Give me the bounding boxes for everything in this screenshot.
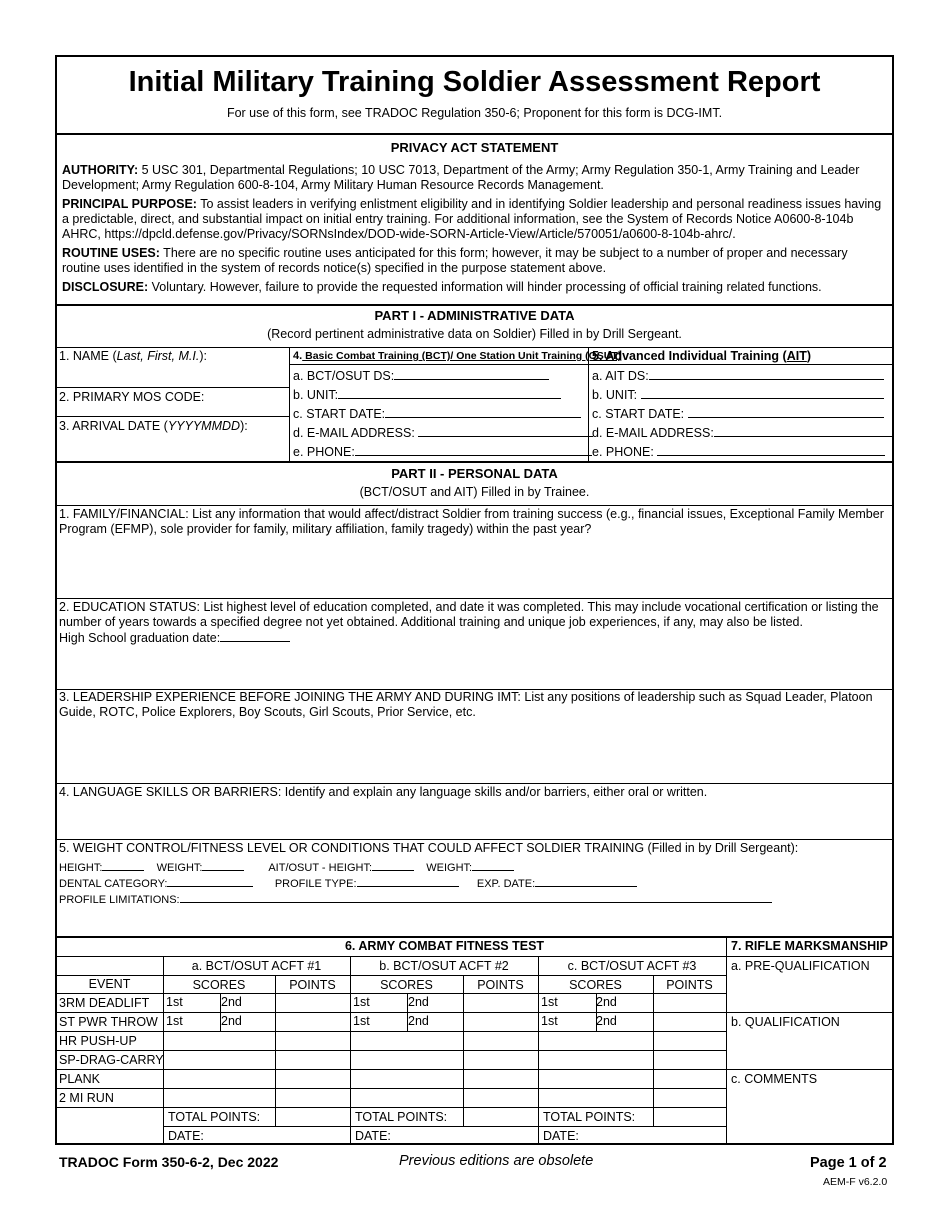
score-input[interactable] <box>538 1089 653 1107</box>
points-input[interactable] <box>275 1013 350 1031</box>
graduation-date-label: High School graduation date: <box>59 630 290 646</box>
acft-date-label: DATE: <box>543 1129 579 1143</box>
acft-event-label: HR PUSH-UP <box>59 1034 137 1048</box>
points-input[interactable] <box>653 1013 726 1031</box>
second-attempt-label: 2nd <box>221 995 242 1009</box>
first-attempt-label: 1st <box>353 1014 370 1028</box>
ait-field-label: a. AIT DS: <box>592 369 649 383</box>
profile-limitations-row: PROFILE LIMITATIONS: <box>59 891 772 907</box>
points-input[interactable] <box>463 994 538 1012</box>
score-input[interactable] <box>163 1013 275 1031</box>
second-attempt-label: 2nd <box>408 1014 429 1028</box>
acft-heading: 6. ARMY COMBAT FITNESS TEST <box>344 939 545 953</box>
language-question: 4. LANGUAGE SKILLS OR BARRIERS: Identify and explain any language skills and/or barriers, either oral or written. <box>59 785 708 799</box>
obsolete-notice: Previous editions are obsolete <box>399 1153 594 1169</box>
acft-test-header: c. BCT/OSUT ACFT #3 <box>567 959 697 973</box>
second-attempt-label: 2nd <box>221 1014 242 1028</box>
form-id: TRADOC Form 350-6-2, Dec 2022 <box>59 1154 279 1170</box>
form-subtitle: For use of this form, see TRADOC Regulation 350-6; Proponent for this form is DCG-IMT. <box>226 106 723 120</box>
bct-field-label: a. BCT/OSUT DS: <box>293 369 395 383</box>
privacy-routine-uses: ROUTINE USES: There are no specific routine uses anticipated for this form; however, it may be subject to a number of proper and necessary routine uses identified in the system of records notice(s) specified in the purpose statement above. <box>62 246 848 275</box>
dental-profile-row: DENTAL CATEGORY: PROFILE TYPE: EXP. DATE: <box>59 875 637 891</box>
second-attempt-label: 2nd <box>596 995 617 1009</box>
points-input[interactable] <box>275 994 350 1012</box>
points-input[interactable] <box>463 1051 538 1069</box>
score-input[interactable] <box>538 1070 653 1088</box>
second-attempt-label: 2nd <box>408 995 429 1009</box>
first-attempt-label: 1st <box>353 995 370 1009</box>
points-input[interactable] <box>275 1051 350 1069</box>
first-attempt-label: 1st <box>541 1014 558 1028</box>
points-input[interactable] <box>653 1051 726 1069</box>
points-input[interactable] <box>275 1089 350 1107</box>
weight-fitness-question: 5. WEIGHT CONTROL/FITNESS LEVEL OR CONDITIONS THAT COULD AFFECT SOLDIER TRAINING (Filled in by Drill Sergeant): <box>59 841 799 855</box>
form-title: Initial Military Training Soldier Assessment Report <box>128 66 821 98</box>
first-attempt-label: 1st <box>166 1014 183 1028</box>
privacy-purpose: PRINCIPAL PURPOSE: To assist leaders in verifying enlistment eligibility and in identifying Soldier leadership and personal readiness issues having a predictable, direct, and substantial impact on initial entry training. For additional information, see the System of Records Notice A0600-8-104b AHRC, https://dpcld.defense.gov/Privacy/SORNsIndex/DOD-wide-SORN-Article-View/Article/570051/a0600-8-104b-ahrc/. <box>62 197 882 241</box>
points-input[interactable] <box>653 1070 726 1088</box>
points-input[interactable] <box>653 994 726 1012</box>
score-input[interactable] <box>538 1032 653 1050</box>
first-attempt-label: 1st <box>541 995 558 1009</box>
ait-field-label: b. UNIT: <box>592 388 641 402</box>
points-input[interactable] <box>463 1070 538 1088</box>
scores-column-header: SCORES <box>380 978 433 992</box>
score-input[interactable] <box>350 994 463 1012</box>
score-input[interactable] <box>163 1051 275 1069</box>
part2-heading: PART II - PERSONAL DATA <box>391 466 558 481</box>
score-input[interactable] <box>163 1070 275 1088</box>
points-input[interactable] <box>463 1089 538 1107</box>
ait-field-label: c. START DATE: <box>592 407 688 421</box>
points-input[interactable] <box>463 1032 538 1050</box>
score-input[interactable] <box>538 1013 653 1031</box>
acft-event-label: SP-DRAG-CARRY <box>59 1053 164 1067</box>
bct-field-label: d. E-MAIL ADDRESS: <box>293 426 419 440</box>
pre-qualification-label: a. PRE-QUALIFICATION <box>731 959 870 973</box>
score-input[interactable] <box>538 1051 653 1069</box>
comments-label: c. COMMENTS <box>731 1072 818 1086</box>
acft-event-label: 2 MI RUN <box>59 1091 114 1105</box>
acft-test-header: b. BCT/OSUT ACFT #2 <box>379 959 509 973</box>
scores-column-header: SCORES <box>569 978 622 992</box>
scores-column-header: SCORES <box>192 978 246 992</box>
score-input[interactable] <box>163 1032 275 1050</box>
privacy-disclosure: DISCLOSURE: Voluntary. However, failure to provide the requested information will hinder processing of official training related functions. <box>62 280 822 294</box>
qualification-label: b. QUALIFICATION <box>731 1015 840 1029</box>
ait-field-label: e. PHONE: <box>592 445 658 459</box>
points-column-header: POINTS <box>289 978 336 992</box>
acft-event-label: PLANK <box>59 1072 100 1086</box>
points-input[interactable] <box>275 1070 350 1088</box>
bct-heading: 4. Basic Combat Training (BCT)/ One Station Unit Training (OSUT) <box>293 350 622 362</box>
part2-subheading: (BCT/OSUT and AIT) Filled in by Trainee. <box>359 485 590 499</box>
acft-event-label: ST PWR THROW <box>59 1015 158 1029</box>
acft-date-label: DATE: <box>355 1129 391 1143</box>
points-column-header: POINTS <box>477 978 524 992</box>
family-financial-question: 1. FAMILY/FINANCIAL: List any information that would affect/distract Soldier from training success (e.g., financial issues, Exceptional Family Member Program (EFMP), sole provider for family, military affiliation, family tragedy) within the past year? <box>59 507 884 536</box>
total-points-label: TOTAL POINTS: <box>168 1110 261 1124</box>
bct-field-label: b. UNIT: <box>293 388 339 402</box>
education-question: 2. EDUCATION STATUS: List highest level of education completed, and date it was completed. This may include vocational certification or listing the number of years towards a specified degree not yet obtained. Additional training and unique job experiences, if any, may also be listed. <box>59 600 879 629</box>
part1-subheading: (Record pertinent administrative data on Soldier) Filled in by Drill Sergeant. <box>267 327 682 341</box>
score-input[interactable] <box>163 994 275 1012</box>
total-points-label: TOTAL POINTS: <box>355 1110 448 1124</box>
form-version: AEM-F v6.2.0 <box>823 1176 888 1188</box>
name-field-label: 1. NAME (Last, First, M.I.): <box>59 349 207 363</box>
acft-event-label: 3RM DEADLIFT <box>59 996 150 1010</box>
score-input[interactable] <box>350 1070 463 1088</box>
rifle-heading: 7. RIFLE MARKSMANSHIP <box>731 939 888 953</box>
bct-field-label: e. PHONE: <box>293 445 355 459</box>
second-attempt-label: 2nd <box>596 1014 617 1028</box>
mos-field-label: 2. PRIMARY MOS CODE: <box>59 390 205 404</box>
score-input[interactable] <box>350 1051 463 1069</box>
points-input[interactable] <box>653 1089 726 1107</box>
points-input[interactable] <box>463 1013 538 1031</box>
page-number: Page 1 of 2 <box>810 1155 887 1171</box>
score-input[interactable] <box>350 1013 463 1031</box>
points-input[interactable] <box>653 1032 726 1050</box>
bct-field-label: c. START DATE: <box>293 407 386 421</box>
acft-date-label: DATE: <box>168 1129 204 1143</box>
privacy-heading: PRIVACY ACT STATEMENT <box>390 140 559 155</box>
total-points-label: TOTAL POINTS: <box>543 1110 636 1124</box>
first-attempt-label: 1st <box>166 995 183 1009</box>
leadership-question: 3. LEADERSHIP EXPERIENCE BEFORE JOINING THE ARMY AND DURING IMT: List any positions of leadership such as Squad Leader, Platoon Guide, ROTC, Police Explorers, Boy Scouts, Girl Scouts, Prior Service, etc. <box>59 690 873 719</box>
height-weight-row: HEIGHT: WEIGHT: AIT/OSUT - HEIGHT: WEIGHT: <box>59 859 514 875</box>
points-input[interactable] <box>275 1032 350 1050</box>
ait-heading: 5. Advanced Individual Training (AIT) <box>592 349 812 363</box>
score-input[interactable] <box>350 1032 463 1050</box>
acft-test-header: a. BCT/OSUT ACFT #1 <box>191 959 322 973</box>
privacy-authority: AUTHORITY: 5 USC 301, Departmental Regulations; 10 USC 7013, Department of the Army; Army Regulation 350-1, Army Training and Leader Development; Army Regulation 600-8-104, Army Military Human Resource Records Management. <box>62 163 860 192</box>
arrival-date-label: 3. ARRIVAL DATE (YYYYMMDD): <box>59 419 248 433</box>
event-column-header: EVENT <box>88 977 131 991</box>
part1-heading: PART I - ADMINISTRATIVE DATA <box>374 308 575 323</box>
points-column-header: POINTS <box>666 978 713 992</box>
score-input[interactable] <box>163 1089 275 1107</box>
score-input[interactable] <box>350 1089 463 1107</box>
ait-field-label: d. E-MAIL ADDRESS: <box>592 426 714 440</box>
score-input[interactable] <box>538 994 653 1012</box>
